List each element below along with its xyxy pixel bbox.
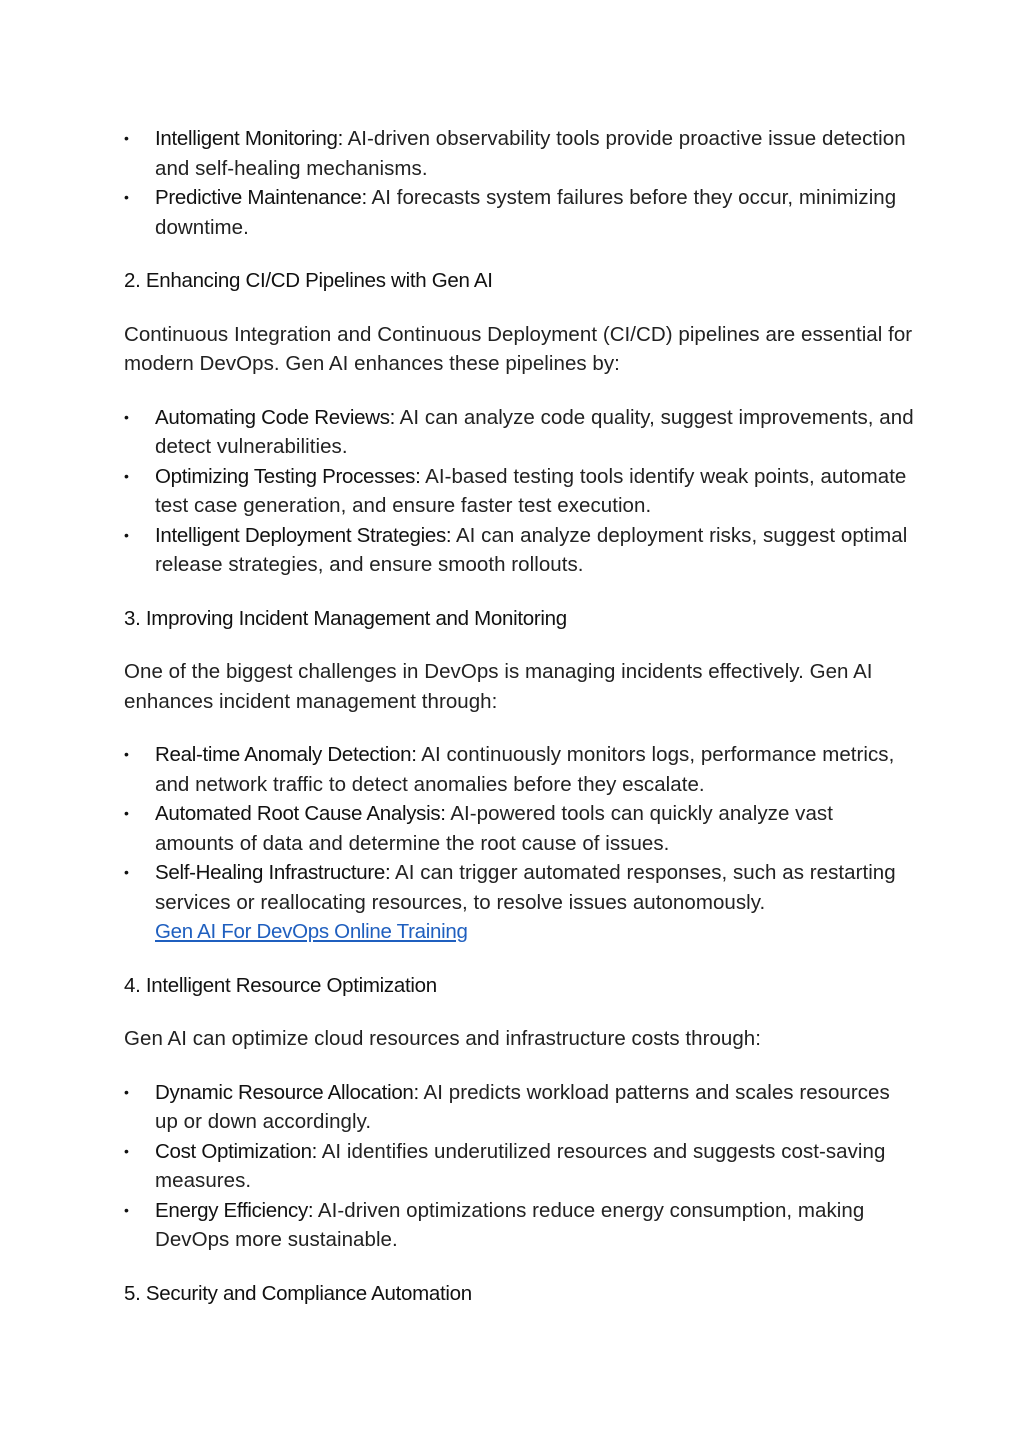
section-heading: 2. Enhancing CI/CD Pipelines with Gen AI — [124, 269, 493, 292]
list-item-term: Optimizing Testing Processes: — [155, 464, 421, 488]
bullet-icon: • — [124, 864, 129, 880]
list-item-text: AI identifies underutilized resources and suggests cost-saving measures. — [155, 1139, 886, 1192]
section-heading: 3. Improving Incident Management and Monitoring — [124, 606, 567, 630]
list-item-term: Intelligent Deployment Strategies: — [155, 523, 452, 547]
section-bullet-list — [124, 403, 914, 580]
section-paragraph: One of the biggest challenges in DevOps is managing incidents effectively. Gen AI enhances incident management through: — [124, 660, 873, 713]
bullet-icon: • — [124, 805, 129, 821]
list-item — [124, 521, 914, 580]
bullet-icon: • — [124, 526, 129, 543]
list-item-term: Real-time Anomaly Detection: — [155, 743, 417, 766]
list-item-term: Energy Efficiency: — [155, 1198, 314, 1222]
list-item-text: AI forecasts system failures before they occur, minimizing downtime. — [155, 186, 897, 239]
list-item-term: Self-Healing Infrastructure: — [155, 861, 391, 884]
bullet-icon: • — [124, 1201, 129, 1218]
bullet-icon: • — [124, 130, 129, 146]
section-heading: 4. Intelligent Resource Optimization — [124, 973, 437, 997]
list-item-text: AI can analyze code quality, suggest improvements, and detect vulnerabilities. — [155, 405, 914, 458]
bullet-icon: • — [124, 1083, 129, 1100]
section-bullet-list — [124, 1078, 914, 1255]
list-item-term: Cost Optimization: — [155, 1139, 318, 1163]
list-item-term: Dynamic Resource Allocation: — [155, 1080, 419, 1104]
section-heading: 5. Security and Compliance Automation — [124, 1281, 472, 1305]
intro-bullet-list — [124, 124, 914, 242]
list-item — [124, 740, 914, 799]
list-item — [124, 462, 914, 521]
list-item-text: AI predicts workload patterns and scales resources up or down accordingly. — [155, 1080, 890, 1133]
list-item — [124, 858, 914, 947]
list-item-text: AI-powered tools can quickly analyze vast amounts of data and determine the root cause of issues. — [155, 802, 833, 855]
bullet-icon: • — [124, 189, 129, 205]
list-item-text: AI can analyze deployment risks, suggest optimal release strategies, and ensure smooth rollouts. — [155, 523, 908, 576]
bullet-icon: • — [124, 1142, 129, 1159]
list-item — [124, 124, 914, 183]
bullet-icon: • — [124, 746, 129, 762]
list-item-text: AI-driven observability tools provide proactive issue detection and self-healing mechanisms. — [155, 127, 906, 180]
section-paragraph: Gen AI can optimize cloud resources and infrastructure costs through: — [124, 1027, 761, 1050]
list-item — [124, 1078, 914, 1137]
list-item — [124, 403, 914, 462]
list-item — [124, 1137, 914, 1196]
training-link[interactable]: Gen AI For DevOps Online Training — [155, 920, 468, 943]
section-bullet-list — [124, 740, 914, 947]
list-item — [124, 1196, 914, 1255]
list-item-term: Automated Root Cause Analysis: — [155, 802, 446, 825]
list-item-text: AI-based testing tools identify weak points, automate test case generation, and ensure faster test execution. — [155, 464, 907, 517]
bullet-icon: • — [124, 408, 129, 425]
list-item — [124, 183, 914, 242]
list-item — [124, 799, 914, 858]
bullet-icon: • — [124, 467, 129, 484]
list-item-text: AI can trigger automated responses, such as restarting services or reallocating resources, to resolve issues autonomously. — [155, 861, 896, 914]
list-item-text: AI-driven optimizations reduce energy consumption, making DevOps more sustainable. — [155, 1198, 865, 1251]
document-page — [124, 124, 914, 1332]
list-item-term: Predictive Maintenance: — [155, 186, 367, 209]
list-item-text: AI continuously monitors logs, performance metrics, and network traffic to detect anomalies before they escalate. — [155, 743, 895, 796]
list-item-term: Intelligent Monitoring: — [155, 127, 343, 150]
list-item-term: Automating Code Reviews: — [155, 405, 396, 429]
section-paragraph: Continuous Integration and Continuous Deployment (CI/CD) pipelines are essential for modern DevOps. Gen AI enhances these pipelines by: — [124, 322, 913, 375]
